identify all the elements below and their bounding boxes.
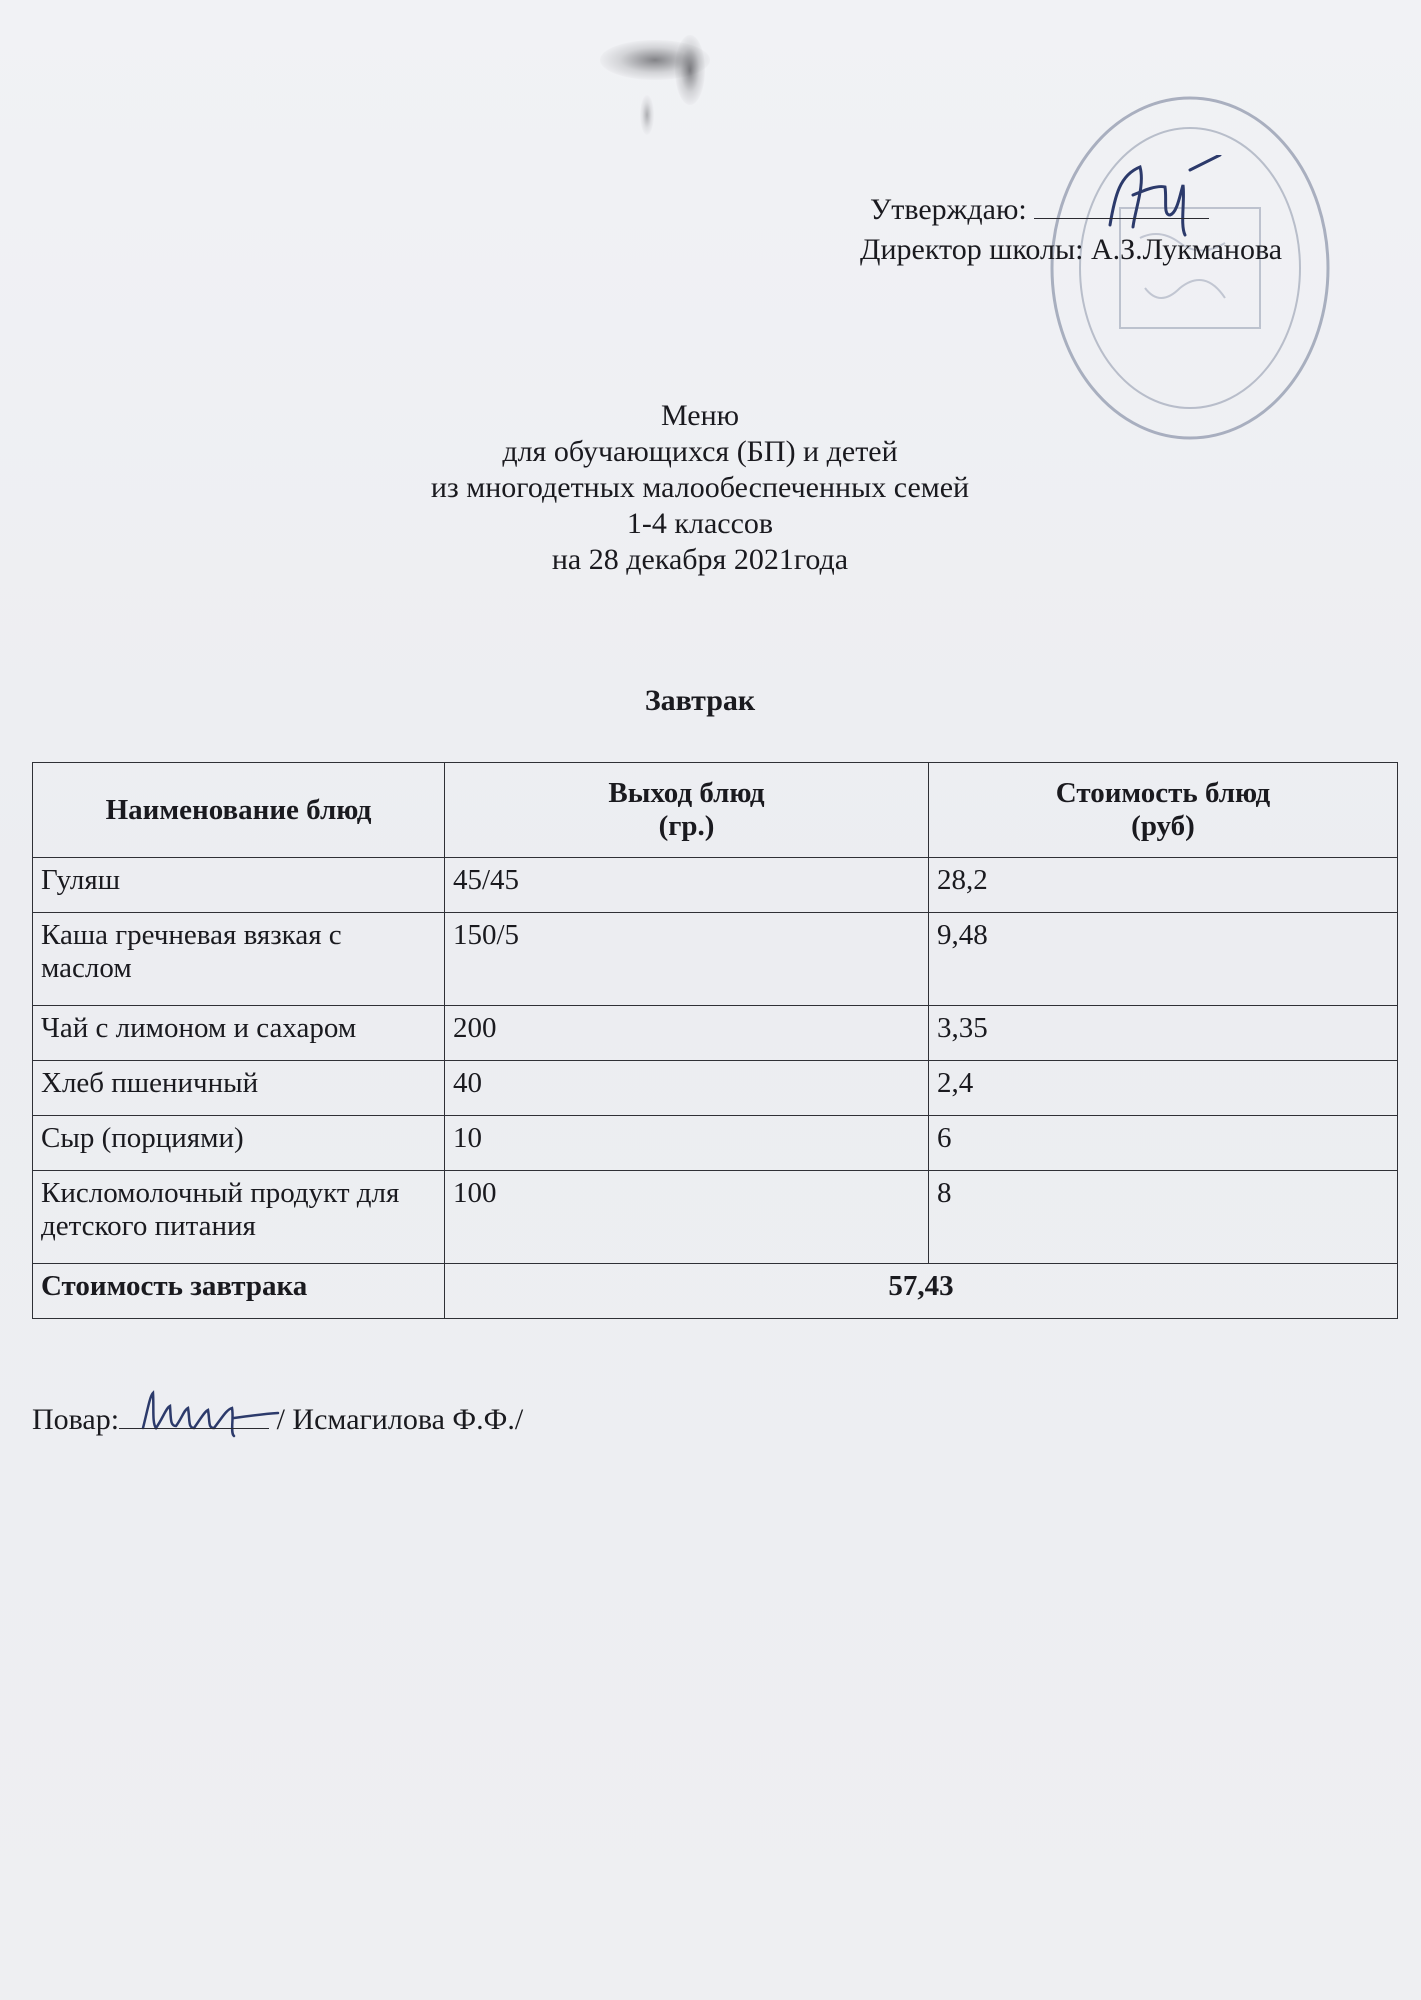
dish-cost: 8: [929, 1171, 1398, 1264]
dish-name: Кисломолочный продукт для детского питания: [33, 1171, 445, 1264]
header-cost: Стоимость блюд (руб): [929, 763, 1398, 858]
header-dish-name: Наименование блюд: [33, 763, 445, 858]
total-row: [33, 1264, 1398, 1319]
dish-output: 200: [445, 1006, 929, 1061]
total-value: 57,43: [445, 1264, 1398, 1319]
cook-label: Повар:: [32, 1403, 120, 1436]
table-row: [33, 1116, 1398, 1171]
title-line: на 28 декабря 2021года: [551, 543, 849, 576]
approval-block: [860, 190, 1380, 270]
dish-cost: 28,2: [929, 858, 1398, 913]
scan-smudge: [675, 35, 705, 105]
dish-cost: 2,4: [929, 1061, 1398, 1116]
menu-title: [0, 398, 1400, 578]
cook-name: / Исмагилова Ф.Ф./: [276, 1403, 524, 1436]
approval-row: [860, 190, 1380, 230]
title-line: Меню: [660, 399, 740, 432]
dish-name: Каша гречневая вязкая с маслом: [33, 913, 445, 1006]
header-output: Выход блюд (гр.): [445, 763, 929, 858]
dish-output: 45/45: [445, 858, 929, 913]
approval-label: Утверждаю:: [870, 193, 1027, 226]
table-header-row: [33, 763, 1398, 858]
director-name: Директор школы: А.З.Лукманова: [860, 233, 1283, 266]
dish-cost: 9,48: [929, 913, 1398, 1006]
dish-cost: 3,35: [929, 1006, 1398, 1061]
table-row: [33, 1061, 1398, 1116]
title-line: для обучающихся (БП) и детей: [502, 435, 898, 468]
dish-cost: 6: [929, 1116, 1398, 1171]
dish-name: Хлеб пшеничный: [33, 1061, 445, 1116]
signature-line: [1034, 196, 1209, 219]
dish-output: 40: [445, 1061, 929, 1116]
table-row: [33, 1006, 1398, 1061]
table-row: [33, 858, 1398, 913]
dish-name: Гуляш: [33, 858, 445, 913]
dish-output: 100: [445, 1171, 929, 1264]
dish-name: Сыр (порциями): [33, 1116, 445, 1171]
scan-smudge: [640, 95, 654, 135]
dish-name: Чай с лимоном и сахаром: [33, 1006, 445, 1061]
table-row: [33, 913, 1398, 1006]
dish-output: 150/5: [445, 913, 929, 1006]
cook-line: [32, 1400, 523, 1440]
table-row: [33, 1171, 1398, 1264]
title-line: из многодетных малообеспеченных семей: [430, 471, 970, 504]
dish-output: 10: [445, 1116, 929, 1171]
title-line: 1-4 классов: [626, 507, 774, 540]
section-title: Завтрак: [644, 684, 756, 717]
signature-line: [119, 1406, 269, 1429]
menu-table: [32, 762, 1398, 1319]
total-label: Стоимость завтрака: [33, 1264, 445, 1319]
